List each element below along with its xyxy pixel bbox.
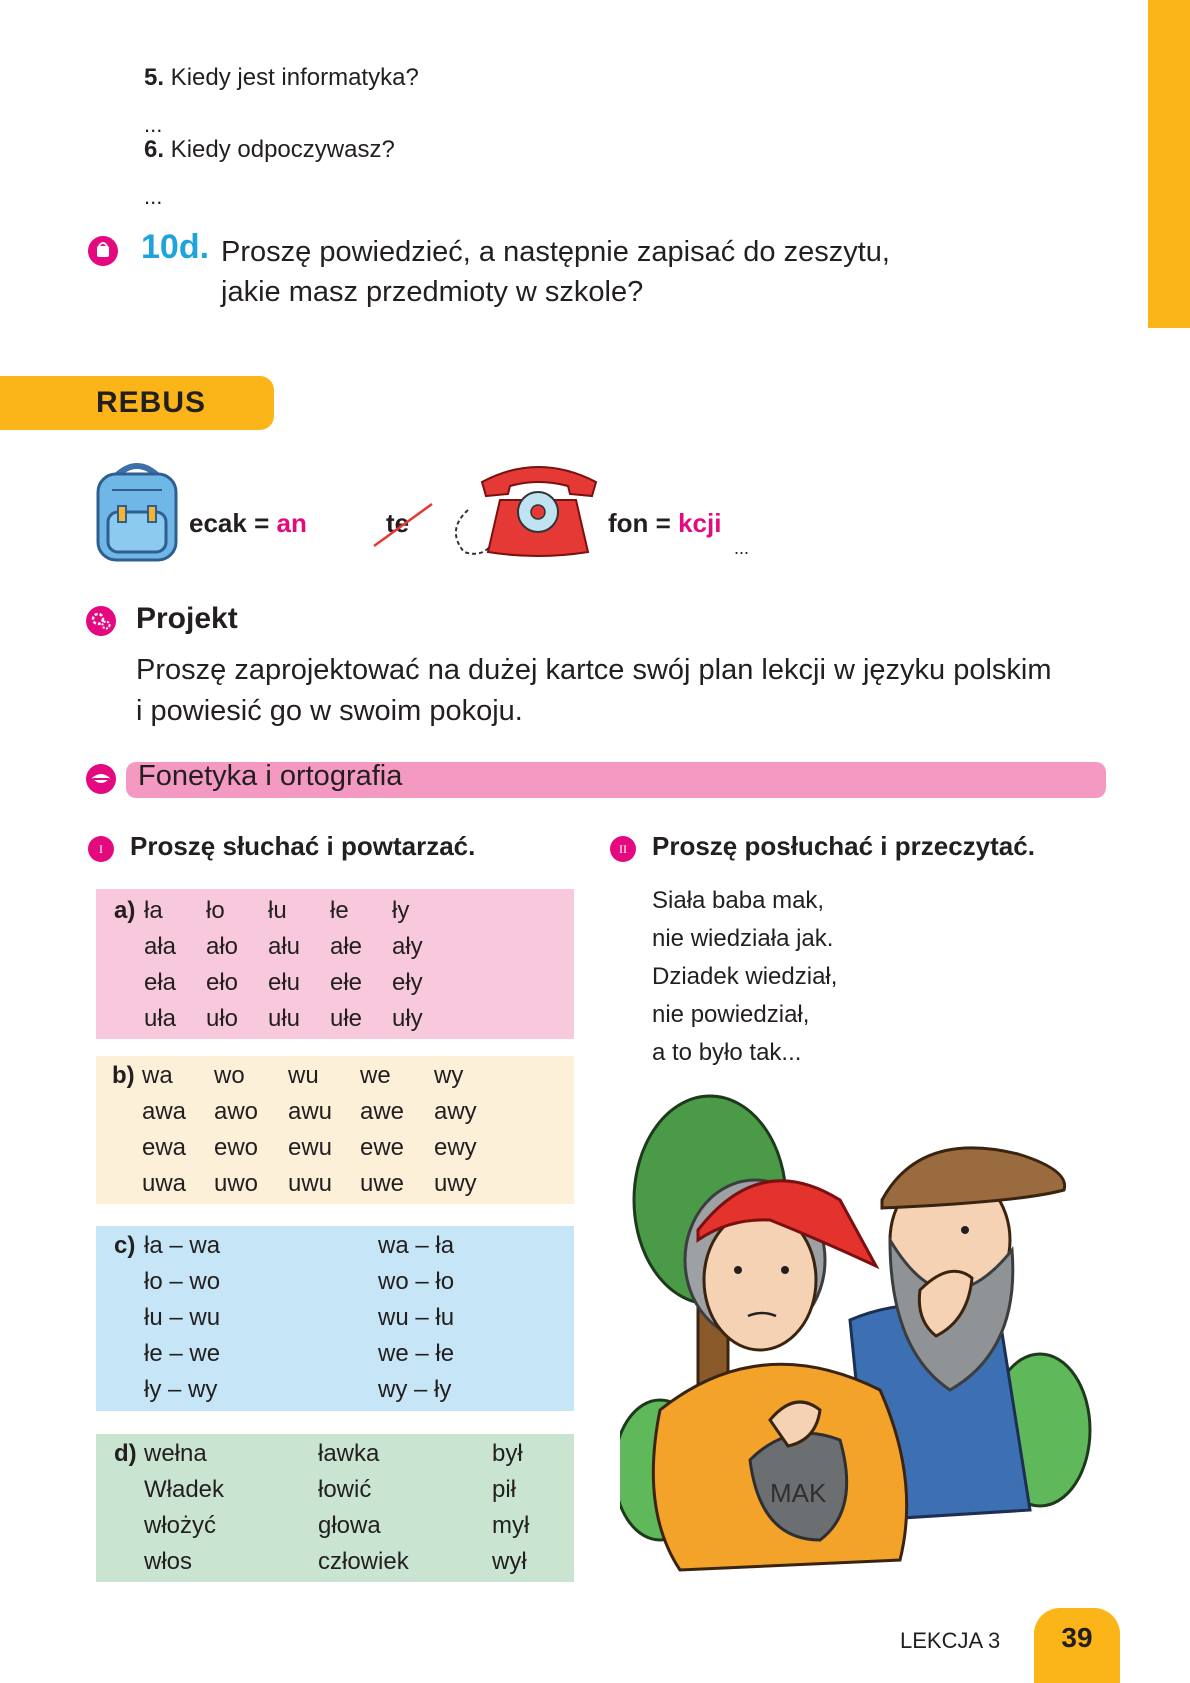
syllable: ewa	[142, 1134, 187, 1161]
panel-a	[96, 889, 574, 1039]
task-10d-number: 10d.	[141, 228, 210, 266]
panel-c-label: c)	[114, 1232, 136, 1259]
syllable: wo	[214, 1062, 245, 1089]
sack-label: MAK	[770, 1478, 827, 1508]
syllable: ułe	[330, 1005, 363, 1032]
word: wył	[492, 1548, 527, 1575]
syllable: uły	[392, 1005, 423, 1032]
panel-c	[96, 1226, 574, 1411]
phonetics-title: Fonetyka i ortografia	[138, 760, 403, 792]
syllable: uła	[144, 1005, 177, 1032]
syllable: wa	[142, 1062, 173, 1089]
phonetics-mouth-icon	[86, 764, 116, 794]
syllable: uwo	[214, 1170, 259, 1197]
syllable: łe	[330, 897, 349, 924]
syllable: wy	[434, 1062, 464, 1089]
project-gears-icon	[86, 606, 116, 636]
syllable: ału	[268, 933, 301, 960]
syllable: ełe	[330, 969, 363, 996]
syllable-pair: łe – we	[144, 1340, 221, 1367]
project-text: Proszę zaprojektować na dużej kartce swój plan lekcji w języku polskim i powiesić go w swoim pokoju.	[136, 654, 1052, 727]
exercise-2-title: Proszę posłuchać i przeczytać.	[652, 831, 1035, 861]
syllable: ła	[144, 897, 163, 924]
word: łowić	[318, 1476, 372, 1503]
exercise-1-badge: I	[88, 836, 114, 862]
backpack-icon	[92, 460, 182, 569]
exercise-2-badge: II	[610, 836, 636, 862]
syllable-pair: we – łe	[378, 1340, 455, 1367]
syllable-pair: ła – wa	[144, 1232, 221, 1259]
rebus-ellipsis: ...	[734, 538, 750, 558]
word: włożyć	[144, 1512, 217, 1539]
panel-a-label: a)	[114, 897, 136, 924]
syllable: ałe	[330, 933, 363, 960]
task-speak-icon	[88, 236, 118, 266]
syllable: uwy	[434, 1170, 477, 1197]
question-5-answer: ...	[144, 112, 163, 137]
syllable: we	[360, 1062, 391, 1089]
syllable: ło	[206, 897, 225, 924]
syllable: uwa	[142, 1170, 187, 1197]
footer-lesson: LEKCJA 3	[900, 1628, 1001, 1653]
syllable: awo	[214, 1098, 259, 1125]
poem-line: nie powiedział,	[652, 1001, 810, 1028]
syllable: eły	[392, 969, 423, 996]
syllable-pair: wa – ła	[378, 1232, 455, 1259]
page-number: 39	[1061, 1622, 1093, 1653]
syllable: ewu	[288, 1134, 333, 1161]
syllable-pair: ło – wo	[144, 1268, 221, 1295]
syllable-pair: łu – wu	[144, 1304, 221, 1331]
syllable: ewy	[434, 1134, 477, 1161]
telephone-icon	[448, 460, 600, 565]
poem	[652, 882, 837, 1072]
syllable: uło	[206, 1005, 239, 1032]
syllable: ełu	[268, 969, 301, 996]
panel-d-label: d)	[114, 1440, 137, 1467]
syllable: eła	[144, 969, 177, 996]
word: włos	[144, 1548, 193, 1575]
question-5: 5. Kiedy jest informatyka?	[144, 64, 419, 91]
syllable: ły	[392, 897, 410, 924]
syllable: ała	[144, 933, 177, 960]
syllable: łu	[268, 897, 287, 924]
word: ławka	[318, 1440, 380, 1467]
syllable: ułu	[268, 1005, 301, 1032]
syllable: awe	[360, 1098, 405, 1125]
word: człowiek	[318, 1548, 409, 1575]
grandparents-illustration	[620, 1090, 1100, 1595]
syllable: ało	[206, 933, 239, 960]
word: głowa	[318, 1512, 381, 1539]
word: Władek	[144, 1476, 225, 1503]
word: był	[492, 1440, 523, 1467]
panel-b-label: b)	[112, 1062, 135, 1089]
syllable: wu	[288, 1062, 319, 1089]
syllable: uwe	[360, 1170, 405, 1197]
syllable-pair: ły – wy	[144, 1376, 218, 1403]
poem-line: nie wiedziała jak.	[652, 925, 834, 952]
side-tab	[1148, 0, 1190, 328]
rebus-part-2: fon = kcji	[608, 508, 722, 538]
rebus-title: REBUS	[96, 386, 207, 419]
project-title: Projekt	[136, 602, 238, 635]
task-10d-text: Proszę powiedzieć, a następnie zapisać do zeszytu, jakie masz przedmioty w szkole?	[221, 236, 890, 308]
poem-line: Dziadek wiedział,	[652, 963, 838, 990]
rebus-part-1: ecak = an	[189, 508, 307, 538]
word: pił	[492, 1476, 517, 1503]
syllable-pair: wu – łu	[378, 1304, 455, 1331]
syllable: ały	[392, 933, 423, 960]
rebus-crossed-syllable: te	[386, 508, 409, 539]
syllable: ewe	[360, 1134, 405, 1161]
question-6: 6. Kiedy odpoczywasz?	[144, 136, 395, 163]
poem-line: a to było tak...	[652, 1039, 802, 1066]
syllable: eło	[206, 969, 239, 996]
syllable: awa	[142, 1098, 187, 1125]
syllable: awy	[434, 1098, 477, 1125]
syllable: ewo	[214, 1134, 259, 1161]
syllable: uwu	[288, 1170, 333, 1197]
syllable-pair: wy – ły	[378, 1376, 452, 1403]
syllable-pair: wo – ło	[378, 1268, 455, 1295]
exercise-1-title: Proszę słuchać i powtarzać.	[130, 831, 476, 861]
syllable: awu	[288, 1098, 333, 1125]
panel-d	[96, 1434, 574, 1582]
panel-b	[96, 1056, 574, 1204]
word: mył	[492, 1512, 530, 1539]
poem-line: Siała baba mak,	[652, 887, 825, 914]
question-6-answer: ...	[144, 184, 163, 209]
word: wełna	[144, 1440, 207, 1467]
